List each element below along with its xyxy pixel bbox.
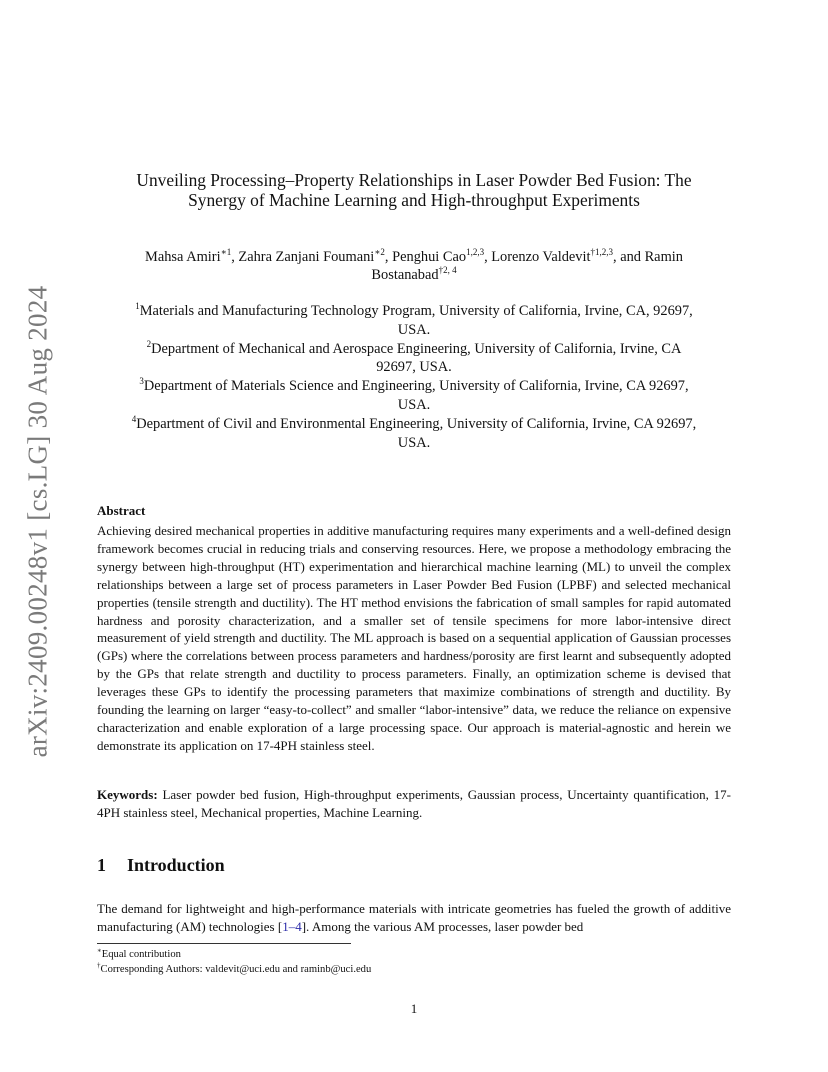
title-line: Unveiling Processing–Property Relationships in Laser Powder Bed Fusion: The [136,170,692,190]
arxiv-identifier [16,282,60,760]
affiliation-line: USA. [397,321,431,338]
author-separator: , [384,249,393,265]
author-line [97,248,731,266]
section-number: 1 [97,855,106,875]
author-name: Penghui Cao [392,249,467,265]
author-affil-mark: ∗2 [374,247,385,258]
affiliation-line: 92697, USA. [376,359,452,376]
affiliation-number: 4 [131,413,137,424]
title-line: Synergy of Machine Learning and High-throughput Experiments [188,190,640,210]
intro-text: The demand for lightweight and high-performance materials with intricate geometries has fueled the growth of additive manufacturing (AM) technologies [ [97,901,731,934]
affiliation-line: Department of Materials Science and Engineering, University of California, Irvine, CA 92697, [143,378,689,395]
affiliation-line: Materials and Manufacturing Technology Program, University of California, Irvine, CA, 92697, [139,303,693,319]
affiliation-line: USA. [397,434,431,451]
keywords-label: Keywords: [97,787,158,802]
affiliation [97,415,731,453]
affiliation [97,340,731,378]
affiliation-line: USA. [397,396,431,413]
author-name: Mahsa Amiri [145,249,221,265]
affiliation-number: 2 [146,338,152,349]
author-separator: , and Ramin [613,249,683,265]
author-separator: , [484,249,492,265]
abstract-text: Achieving desired mechanical properties in additive manufacturing requires many experiments and a well-defined design framework becomes crucial in reducing trials and conserving resources. Here, we propose a methodology embracing the synergy between high-throughput (HT) experimentation and hierarchical machine learning (ML) to unveil the complex relationships between a large set of process parameters in Laser Powder Bed Fusion (LPBF) and selected mechanical properties (tensile strength and ductility). The HT method envisions the fabrication of small samples for rapid automated hardness and porosity characterization, and a smaller set of tensile specimens for more labor-intensive direct measurement of yield strength and ductility. The ML approach is based on a sequential application of Gaussian processes (GPs) where the correlations between process parameters and hardness/porosity are first learnt and subsequently adopted by the GPs that relate strength and ductility to process parameters. Finally, an optimization scheme is devised that leverages these GPs to identify the processing parameters that maximize combinations of strength and ductility. By founding the learning on larger “easy-to-collect” and smaller “labor-intensive” data, we reduce the reliance on expensive characterization and enable exploration of a large processing space. Our approach is material-agnostic and herein we demonstrate its application on 17-4PH stainless steel. [97,523,731,753]
keywords-text: Laser powder bed fusion, High-throughput experiments, Gaussian process, Uncertainty quantification, 17-4PH stainless steel, Mechanical properties, Machine Learning. [97,787,732,820]
section-title: Introduction [127,855,225,875]
paper-title [97,170,731,210]
author-affil-mark: †1,2,3 [590,247,614,258]
affiliation-list [97,302,731,452]
affiliation-number: 1 [135,301,140,312]
intro-text: ]. Among the various AM processes, laser powder bed [301,919,584,934]
footnote-mark: † [97,961,101,970]
author-name: Zahra Zanjani Foumani [238,249,375,265]
affiliation-number: 3 [139,376,144,387]
author-affil-mark: 1,2,3 [466,247,485,258]
citation-link[interactable]: 1–4 [282,919,302,934]
footnote-text: Equal contribution [101,949,181,960]
footnote-text: Corresponding Authors: valdevit@uci.edu and raminb@uci.edu [100,964,372,975]
author-name: Bostanabad [371,267,439,283]
affiliation-line: Department of Mechanical and Aerospace Engineering, University of California, Irvine, CA [151,340,682,357]
abstract-heading: Abstract [97,503,146,518]
footnote-mark: ∗ [97,946,102,955]
author-affil-mark: ∗1 [220,247,232,258]
author-separator: , [231,249,239,265]
author-name: Lorenzo Valdevit [491,249,591,265]
footnote-rule [97,943,351,944]
author-line [97,266,731,284]
author-list [97,248,731,284]
intro-paragraph [97,900,731,936]
affiliation-line: Department of Civil and Environmental Engineering, University of California, Irvine, CA 92697, [136,415,697,432]
arxiv-identifier-text: arXiv:2409.00248v1 [cs.LG] 30 Aug 2024 [22,285,53,757]
page-number: 1 [410,1001,418,1016]
footnote [97,962,371,977]
affiliation [97,302,731,340]
footnotes [97,947,371,977]
affiliation [97,377,731,415]
footnote [97,947,371,962]
section-heading [97,855,225,876]
keywords [97,786,731,822]
author-affil-mark: †2, 4 [438,265,457,276]
